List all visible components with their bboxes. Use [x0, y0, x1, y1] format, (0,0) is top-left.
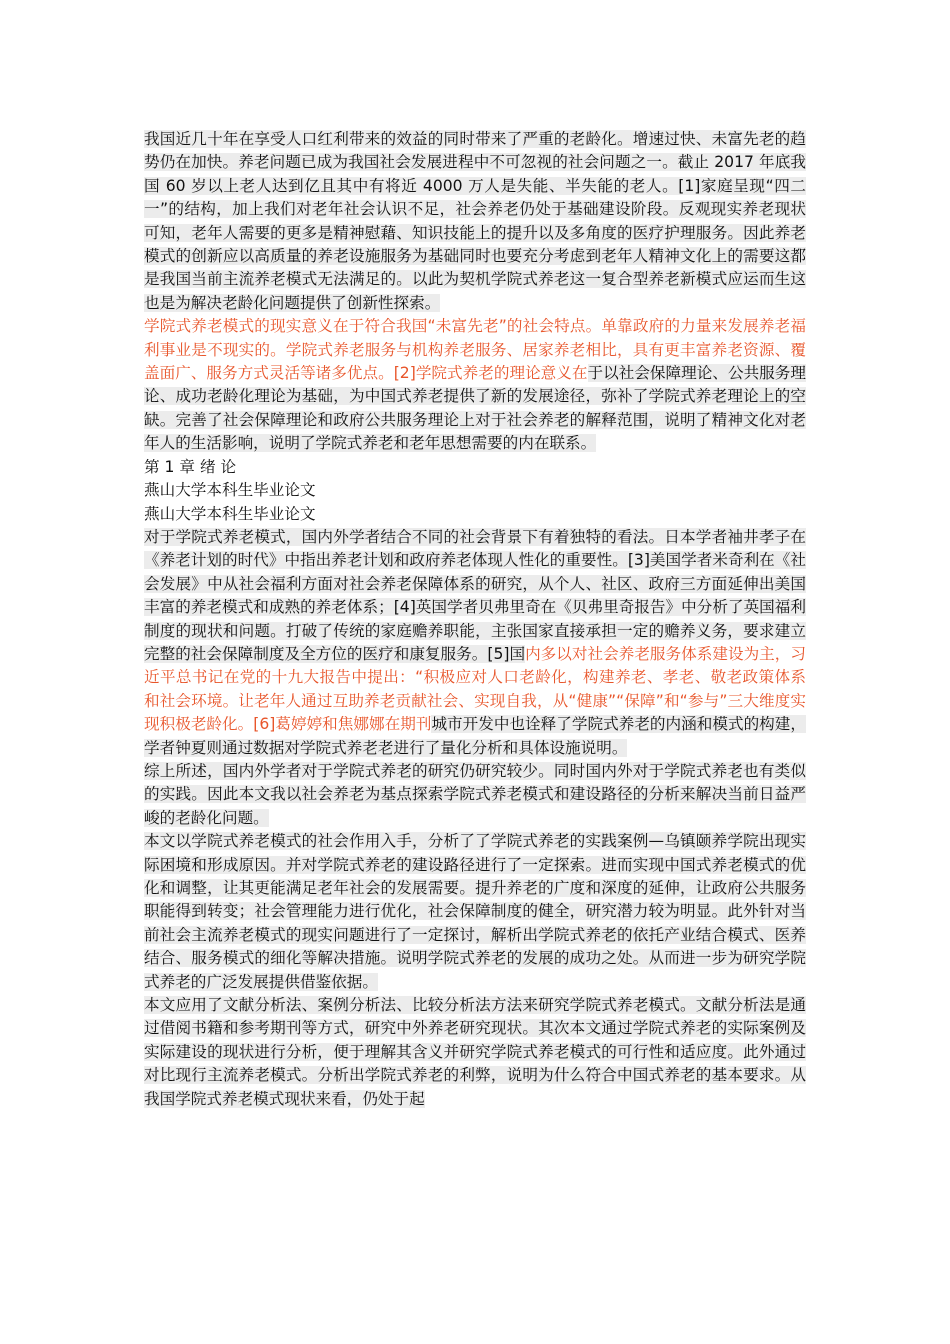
document-page: [144, 128, 806, 1111]
paragraph-literature-review: [144, 526, 806, 760]
text-segment: 于以社会保障理论、公共服务理论、成功老龄化理论为基础，为中国式养老提供了新的发展途径，弥补了学院式养老理论上的空缺。完善了社会保障理论和政府公共服务理论上对于社会养老的解释范围，说明了精神文化对老年人的生活影响，说明了学院式养老和老年思想需要的内在联系。: [144, 364, 806, 453]
paragraph-content: [144, 830, 806, 994]
running-header: [144, 479, 806, 502]
text-segment: 本文以学院式养老模式的社会作用入手，分析了了学院式养老的实践案例—乌镇颐养学院出现实际困境和形成原因。并对学院式养老的建设路径进行了一定探索。进而实现中国式养老模式的优化和调整，让其更能满足老年社会的发展需要。提升养老的广度和深度的延伸，让政府公共服务职能得到转变；社会管理能力进行优化，社会保障制度的健全，研究潜力较为明显。此外针对当前社会主流养老模式的现实问题进行了一定探讨，解析出学院式养老的依托产业结合模式、医养结合、服务模式的细化等解决措施。说明学院式养老的发展的成功之处。从而进一步为研究学院式养老的广泛发展提供借鉴依据。: [144, 832, 806, 991]
paragraph-significance: [144, 315, 806, 455]
text-segment: 本文应用了文献分析法、案例分析法、比较分析法方法来研究学院式养老模式。文献分析法是通过借阅书籍和参考期刊等方式，研究中外养老研究现状。其次本文通过学院式养老的实际案例及实际建设的现状进行分析，便于理解其含义并研究学院式养老模式的可行性和适应度。此外通过对比现行主流养老模式。分析出学院式养老的利弊，说明为什么符合中国式养老的基本要求。从我国学院式养老模式现状来看，仍处于起: [144, 996, 806, 1108]
running-header-text: 燕山大学本科生毕业论文: [144, 504, 316, 523]
paragraph-summary: [144, 760, 806, 830]
text-segment: 综上所述，国内外学者对于学院式养老的研究仍研究较少。同时国内外对于学院式养老也有类似的实践。因此本文我以社会养老为基点探索学院式养老模式和建设路径的分析来解决当前日益严峻的老龄化问题。: [144, 761, 806, 827]
running-header: [144, 503, 806, 526]
text-segment-red: 学院式养老模式的现实意义在于符合我国“未富先老”的社会特点。单靠政府的力量来发展养老福利事业是不现实的。学院式养老服务与机构养老服务、居家养老相比，具有更丰富养老资源、覆盖面广、服务方式灵活等诸多优点。[2]学院式养老的理论意义在: [144, 317, 806, 383]
chapter-heading: [144, 456, 806, 479]
text-segment-red: 内多以对社会养老服务体系建设为主，习近平总书记在党的十九大报告中提出：“积极应对人口老龄化，构建养老、孝老、敬老政策体系和社会环境。让老年人通过互助养老贡献社会、实现自我，从“健康”“保障”和“参与”三大维度实现积极老龄化。[6]葛婷婷和焦娜娜在期刊: [144, 644, 806, 734]
text-segment: 我国近几十年在享受人口红利带来的效益的同时带来了严重的老龄化。增速过快、未富先老的趋势仍在加快。养老问题已成为我国社会发展进程中不可忽视的社会问题之一。截止 2017 年底我国 60 岁以上老人达到亿且其中有将近 4000 万人是失能、半失能的老人。[1]家庭呈现“四二一”的结构，加上我们对老年社会认识不足，社会养老仍处于基础建设阶段。反观现实养老现状可知，老年人需要的更多是精神慰藉、知识技能上的提升以及多角度的医疗护理服务。因此养老模式的创新应以高质量的养老设施服务为基础同时也要充分考虑到老年人精神文化上的需要这都是我国当前主流养老模式无法满足的。以此为契机学院式养老这一复合型养老新模式应运而生这也是为解决老龄化问题提供了创新性探索。: [144, 130, 806, 312]
text-segment: 对于学院式养老模式，国内外学者结合不同的社会背景下有着独特的看法。日本学者袖井孝子在《养老计划的时代》中指出养老计划和政府养老体现人性化的重要性。[3]美国学者米奇利在《社会发展》中从社会福利方面对社会养老保障体系的研究，从个人、社区、政府三方面延伸出美国丰富的养老模式和成熟的养老体系；[4]英国学者贝弗里奇在《贝弗里奇报告》中分析了英国福利制度的现状和问题。打破了传统的家庭赡养职能，主张国家直接承担一定的赡养义务，要求建立完整的社会保障制度及全方位的医疗和康复服务。[5]国: [144, 527, 806, 663]
chapter-heading-text: 第 1 章 绪 论: [144, 457, 237, 476]
running-header-text: 燕山大学本科生毕业论文: [144, 481, 316, 500]
paragraph-introduction: [144, 128, 806, 315]
text-segment: 城市开发中也诠释了学院式养老的内涵和模式的构建，学者钟夏则通过数据对学院式养老老进行了量化分析和具体设施说明。: [144, 715, 806, 757]
paragraph-methods: [144, 994, 806, 1111]
